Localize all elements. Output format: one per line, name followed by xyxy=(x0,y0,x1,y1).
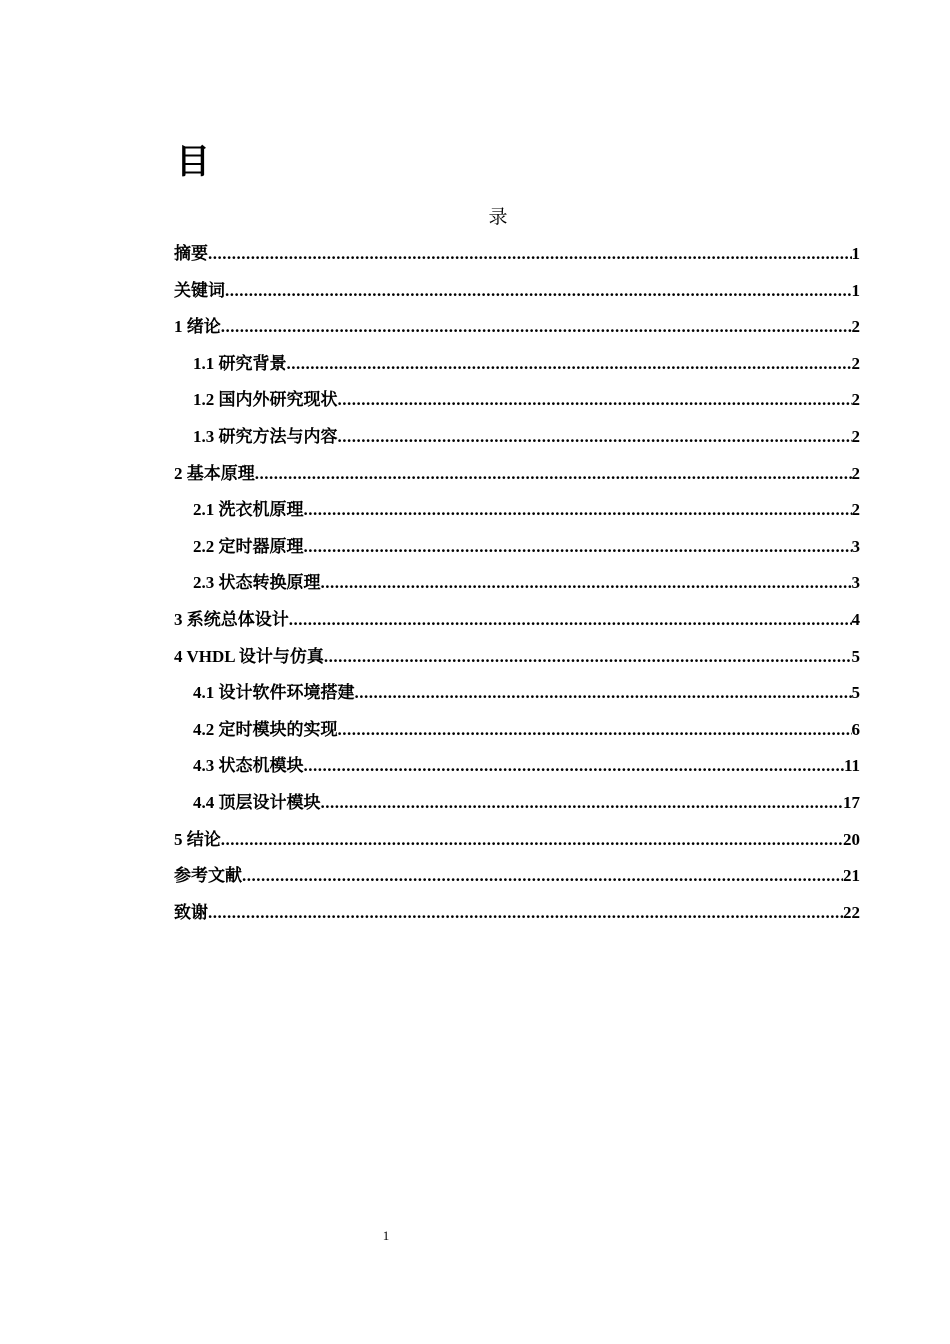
toc-dot-leader xyxy=(324,639,852,676)
toc-dot-leader xyxy=(287,346,852,383)
toc-entry-title: 2.3 状态转换原理 xyxy=(193,573,321,593)
toc-entry-title: 1.1 研究背景 xyxy=(193,353,287,373)
toc-entry[interactable] xyxy=(174,309,860,346)
toc-entry-page: 5 xyxy=(851,683,860,703)
toc-entry-title: 2 基本原理 xyxy=(174,463,255,483)
toc-entry-title: 2.2 定时器原理 xyxy=(193,536,304,556)
toc-entry-page: 22 xyxy=(843,902,860,922)
toc-entry-page: 1 xyxy=(851,244,860,263)
toc-entry[interactable] xyxy=(174,236,860,273)
toc-dot-leader xyxy=(221,309,852,346)
toc-heading-char-1: 目 xyxy=(176,144,210,181)
toc-entry-title: 1.2 国内外研究现状 xyxy=(193,390,338,410)
toc-entry[interactable] xyxy=(174,529,860,566)
toc-dot-leader xyxy=(255,456,852,493)
toc-dot-leader xyxy=(304,529,852,566)
toc-dot-leader xyxy=(304,748,844,785)
toc-heading-char-2: 录 xyxy=(488,207,508,228)
toc-entry-page: 21 xyxy=(843,866,860,886)
toc-entry-page: 11 xyxy=(843,756,860,776)
footer-page-number: 1 xyxy=(382,1228,390,1243)
toc-dot-leader xyxy=(208,236,852,273)
toc-entry[interactable] xyxy=(174,822,860,859)
toc-dot-leader xyxy=(289,602,852,639)
table-of-contents xyxy=(174,236,860,931)
toc-entry[interactable] xyxy=(174,419,860,456)
toc-entry-title: 参考文献 xyxy=(174,866,242,886)
toc-entry[interactable] xyxy=(174,639,860,676)
toc-entry[interactable] xyxy=(174,895,860,932)
toc-entry-title: 4.1 设计软件环境搭建 xyxy=(193,683,355,703)
toc-dot-leader xyxy=(321,565,852,602)
toc-entry-title: 4.4 顶层设计模块 xyxy=(193,792,321,812)
toc-dot-leader xyxy=(321,785,844,822)
toc-entry-title: 2.1 洗衣机原理 xyxy=(193,500,304,520)
toc-entry[interactable] xyxy=(174,602,860,639)
toc-entry-page: 2 xyxy=(851,390,860,410)
toc-entry[interactable] xyxy=(174,675,860,712)
toc-entry-title: 5 结论 xyxy=(174,829,221,849)
toc-dot-leader xyxy=(208,895,843,932)
toc-entry[interactable] xyxy=(174,785,860,822)
toc-entry-title: 4 VHDL 设计与仿真 xyxy=(174,646,324,666)
toc-entry-title: 摘要 xyxy=(174,244,208,263)
toc-entry-page: 2 xyxy=(851,500,860,520)
toc-entry[interactable] xyxy=(174,748,860,785)
toc-entry-title: 关键词 xyxy=(174,280,225,300)
toc-entry-page: 20 xyxy=(843,829,860,849)
toc-entry-title: 1.3 研究方法与内容 xyxy=(193,426,338,446)
toc-entry-title: 4.2 定时模块的实现 xyxy=(193,719,338,739)
toc-dot-leader xyxy=(304,492,852,529)
toc-entry[interactable] xyxy=(174,858,860,895)
toc-entry[interactable] xyxy=(174,346,860,383)
toc-entry-page: 4 xyxy=(851,609,860,629)
toc-entry-page: 2 xyxy=(851,353,860,373)
toc-entry-title: 1 绪论 xyxy=(174,317,221,337)
toc-entry[interactable] xyxy=(174,382,860,419)
toc-entry-page: 2 xyxy=(851,317,860,337)
toc-entry-page: 17 xyxy=(843,792,860,812)
toc-entry-page: 2 xyxy=(851,426,860,446)
toc-entry[interactable] xyxy=(174,273,860,310)
toc-entry-page: 3 xyxy=(851,536,860,556)
toc-entry-title: 3 系统总体设计 xyxy=(174,609,289,629)
toc-entry[interactable] xyxy=(174,492,860,529)
toc-dot-leader xyxy=(221,822,843,859)
toc-dot-leader xyxy=(355,675,852,712)
toc-entry-page: 2 xyxy=(851,463,860,483)
toc-entry-title: 4.3 状态机模块 xyxy=(193,756,304,776)
toc-dot-leader xyxy=(338,419,852,456)
toc-entry-title: 致谢 xyxy=(174,902,208,922)
toc-entry-page: 5 xyxy=(851,646,860,666)
toc-entry-page: 3 xyxy=(851,573,860,593)
toc-entry[interactable] xyxy=(174,456,860,493)
toc-entry-page: 6 xyxy=(851,719,860,739)
toc-entry-page: 1 xyxy=(851,280,860,300)
toc-dot-leader xyxy=(225,273,852,310)
toc-dot-leader xyxy=(338,382,852,419)
toc-entry[interactable] xyxy=(174,712,860,749)
toc-dot-leader xyxy=(242,858,843,895)
toc-dot-leader xyxy=(338,712,852,749)
toc-entry[interactable] xyxy=(174,565,860,602)
